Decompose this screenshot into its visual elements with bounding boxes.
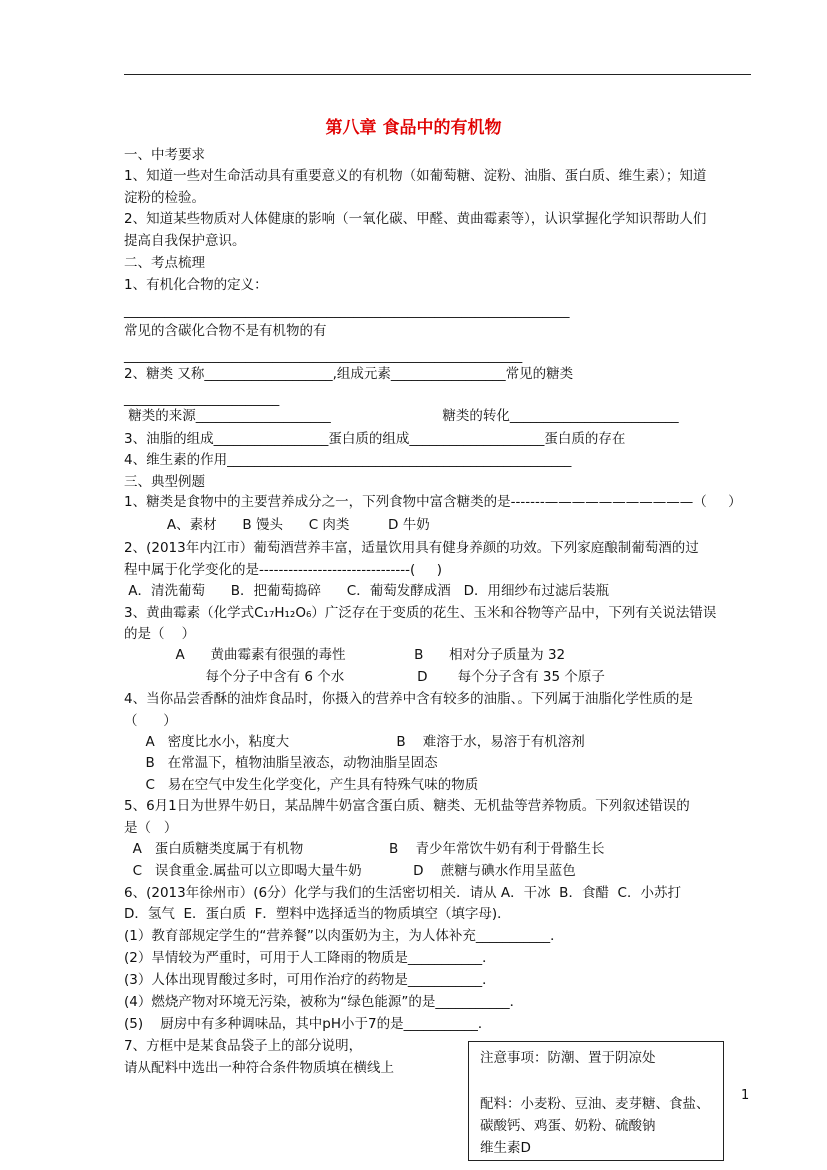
text-line: (1）教育部规定学生的“营养餐”以肉蛋奶为主，为人体补充___________． [124,928,564,944]
text-line: 2、糖类 又称___________________,组成元素_________________常见的糖类 [124,366,574,382]
text-line: A 密度比水小，粘度大 B 难溶于水，易溶于有机溶剂 [124,734,585,750]
text-line: A 黄曲霉素有很强的毒性 B 相对分子质量为 32 [124,647,566,663]
text-line: （ ） [124,713,177,729]
text-line: 程中属于化学变化的是-------------------------------( ) [124,562,443,578]
text-line: 1、有机化合物的定义： [124,277,268,293]
text-line: 糖类的来源____________________ 糖类的转化_________________________ [124,408,679,424]
label-ingredients-3: 维生素D [480,1140,531,1156]
text-line: 7、方框中是某食品袋子上的部分说明， [124,1038,363,1054]
text-line: 是（ ） [124,820,178,836]
text-line: 一、中考要求 [124,147,205,163]
text-line: D．氢气 E．蛋白质 F．塑料中选择适当的物质填空（填字母)． [124,906,511,922]
text-line: A．清洗葡萄 B．把葡萄捣碎 C．葡萄发酵成酒 D．用细纱布过滤后装瓶 [124,583,609,599]
text-line: A、素材 B 馒头 C 肉类 D 牛奶 [124,517,430,533]
text-line: ___________________________________________________________ [124,348,523,364]
text-line: 3、油脂的组成_________________蛋白质的组成____________________蛋白质的存在 [124,431,626,447]
text-line: _______________________ [124,391,280,407]
text-line: 5、6月1日为世界牛奶日，某品牌牛奶富含蛋白质、糖类、无机盐等营养物质。下列叙述错误的 [124,798,690,814]
text-line: C 误食重金.属盐可以立即喝大量牛奶 D 蔗糖与碘水作用呈蓝色 [124,863,576,879]
text-line: 1、糖类是食物中的主要营养成分之一，下列食物中富含糖类的是-------———————————（ ） [124,494,742,510]
text-line: 淀粉的检验。 [124,190,205,206]
text-line: (2）旱情较为严重时，可用于人工降雨的物质是___________． [124,950,496,966]
chapter-title: 第八章 食品中的有机物 [325,118,502,138]
text-line: (4）燃烧产物对环境无污染，被称为“绿色能源”的是___________． [124,994,524,1010]
text-line: 常见的含碳化合物不是有机物的有 [124,323,327,339]
text-line: 提高自我保护意识。 [124,233,246,249]
text-line: C 易在空气中发生化学变化，产生具有特殊气味的物质 [124,777,479,793]
label-ingredients-1: 配料：小麦粉、豆油、麦芽糖、食盐、 [480,1096,710,1112]
text-line: 二、考点梳理 [124,255,205,271]
header-rule [124,74,751,75]
page-number: 1 [741,1088,750,1103]
label-notice: 注意事项：防潮、置于阴凉处 [480,1050,656,1066]
text-line: (3）人体出现胃酸过多时，可用作治疗的药物是___________． [124,972,496,988]
text-line: A 蛋白质糖类度属于有机物 B 青少年常饮牛奶有利于骨骼生长 [124,841,605,857]
food-label-box [468,1041,724,1161]
text-line: 4、当你品尝香酥的油炸食品时，你摄入的营养中含有较多的油脂、。下列属于油脂化学性质的是 [124,691,693,707]
text-line: B 在常温下，植物油脂呈液态，动物油脂呈固态 [124,755,438,771]
text-line: (5) 厨房中有多种调味品，其中pH小于7的是___________． [124,1016,492,1032]
text-line: 每个分子中含有 6 个水 D 每个分子含有 35 个原子 [124,669,605,685]
text-line: 三、典型例题 [124,474,205,490]
text-line: 1、知道一些对生命活动具有重要意义的有机物（如葡萄糖、淀粉、油脂、蛋白质、维生素）；知道 [124,168,707,184]
text-line: __________________________________________________________________ [124,303,570,319]
text-line: 2、(2013年内江市）葡萄酒营养丰富，适量饮用具有健身养颜的功效。下列家庭酿制葡萄酒的过 [124,540,699,556]
text-line: 6、(2013年徐州市）(6分）化学与我们的生活密切相关．请从 A．干冰 B．食醋 C．小苏打 [124,885,681,901]
label-ingredients-2: 碳酸钙、鸡蛋、奶粉、硫酸钠 [480,1118,656,1134]
text-line: 的是（ ） [124,626,196,642]
text-line: 4、维生素的作用___________________________________________________ [124,452,572,468]
text-line: 2、知道某些物质对人体健康的影响（一氧化碳、甲醛、黄曲霉素等），认识掌握化学知识帮助人们 [124,211,707,227]
text-line: 3、黄曲霉素（化学式C₁₇H₁₂O₆）广泛存在于变质的花生、玉米和谷物等产品中，下列有关说法错误 [124,605,717,621]
text-line: 请从配料中选出一种符合条件物质填在横线上 [124,1060,394,1076]
